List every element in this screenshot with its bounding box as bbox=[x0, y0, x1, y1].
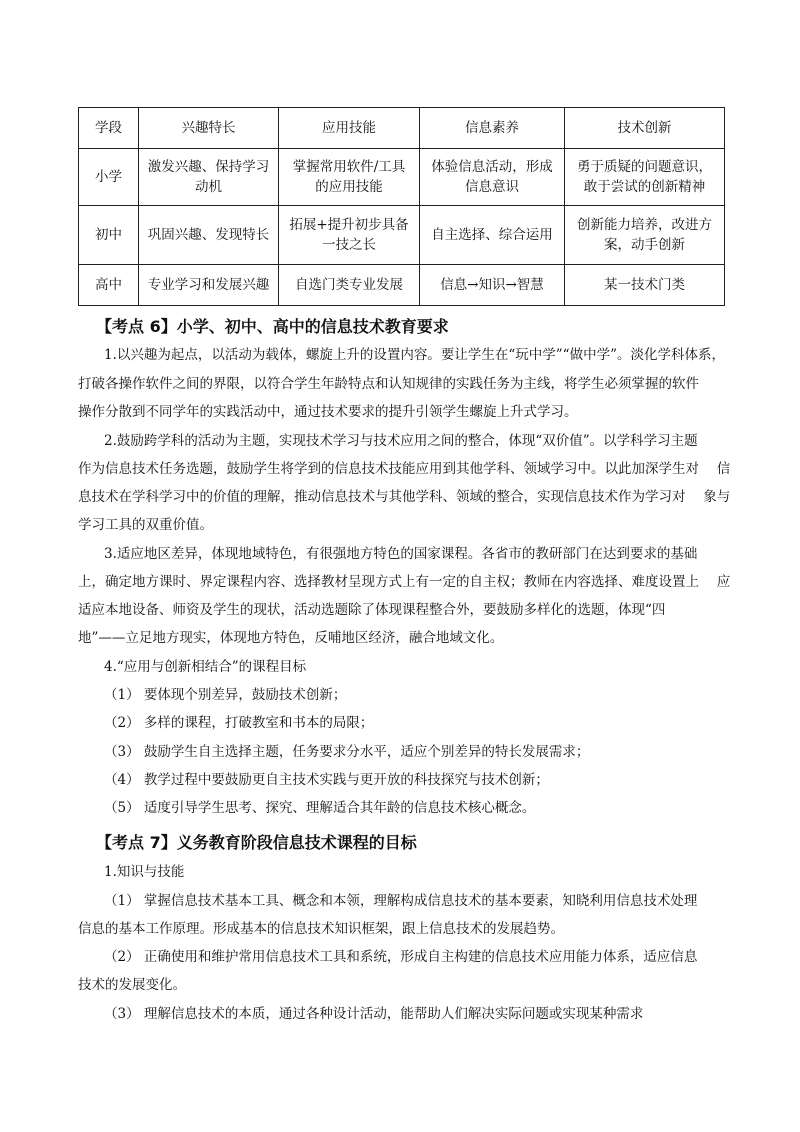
table-cell: 高中 bbox=[79, 265, 139, 306]
table-cell: 掌握常用软件/工具 的应用技能 bbox=[279, 149, 420, 206]
header-cell: 学段 bbox=[79, 108, 139, 149]
body-line: 适应本地设备、师资及学生的现状，活动选题除了体现课程整合外，要鼓励多样化的选题，体现“四 bbox=[78, 602, 666, 618]
body-line: 1.以兴趣为起点，以活动为载体，螺旋上升的设置内容。要让学生在“玩中学”“做中学”。淡化学科体系， bbox=[104, 347, 725, 363]
header-cell: 兴趣特长 bbox=[139, 108, 279, 149]
table-cell: 拓展+提升初步具备 一技之长 bbox=[279, 206, 420, 265]
table-row bbox=[79, 265, 725, 306]
list-item: （1） 要体现个别差异，鼓励技术创新； bbox=[104, 687, 347, 703]
list-item: （3） 鼓励学生自主选择主题，任务要求分水平，适应个别差异的特长发展需求； bbox=[104, 744, 590, 760]
body-line: 上，确定地方课时、界定课程内容、选择教材呈现方式上有一定的自主权；教师在内容选择、难度设置上 应 bbox=[78, 574, 731, 590]
body-line: 4.“应用与创新相结合”的课程目标 bbox=[104, 659, 307, 675]
education-stage-table bbox=[78, 107, 725, 306]
body-line: 息技术在学科学习中的价值的理解，推动信息技术与其他学科、领域的整合，实现信息技术作为学习对 象与 bbox=[78, 489, 731, 505]
body-line: 技术的发展变化。 bbox=[78, 977, 186, 993]
body-line: 1.知识与技能 bbox=[104, 864, 185, 880]
table-cell: 初中 bbox=[79, 206, 139, 265]
body-line: 操作分散到不同学年的实践活动中，通过技术要求的提升引领学生螺旋上升式学习。 bbox=[78, 404, 578, 420]
list-item: （2） 多样的课程，打破教室和书本的局限； bbox=[104, 715, 374, 731]
header-cell: 信息素养 bbox=[420, 108, 565, 149]
table-header-row bbox=[79, 108, 725, 149]
header-cell: 应用技能 bbox=[279, 108, 420, 149]
table-cell: 激发兴趣、保持学习 动机 bbox=[139, 149, 279, 206]
table-cell: 自主选择、综合运用 bbox=[420, 206, 565, 265]
table-row bbox=[79, 149, 725, 206]
table-cell: 巩固兴趣、发现特长 bbox=[139, 206, 279, 265]
table-cell: 自选门类专业发展 bbox=[279, 265, 420, 306]
table-cell: 小学 bbox=[79, 149, 139, 206]
body-line: 2.鼓励跨学科的活动为主题，实现技术学习与技术应用之间的整合，体现“双价值”。以学科学习主题 bbox=[104, 433, 698, 449]
table-cell: 体验信息活动，形成 信息意识 bbox=[420, 149, 565, 206]
body-line: 信息的基本工作原理。形成基本的信息技术知识框架，跟上信息技术的发展趋势。 bbox=[78, 921, 564, 937]
table-row bbox=[79, 206, 725, 265]
table-cell: 勇于质疑的问题意识， 敢于尝试的创新精神 bbox=[565, 149, 725, 206]
body-line: 学习工具的双重价值。 bbox=[78, 517, 213, 533]
list-item: （1） 掌握信息技术基本工具、概念和本领，理解构成信息技术的基本要素，知晓利用信息技术处理 bbox=[104, 893, 698, 909]
body-line: 3.适应地区差异，体现地域特色，有很强地方特色的国家课程。各省市的教研部门在达到要求的基础 bbox=[104, 546, 698, 562]
list-item: （5） 适度引导学生思考、探究、理解适合其年龄的信息技术核心概念。 bbox=[104, 800, 536, 816]
list-item: （4） 教学过程中要鼓励更自主技术实践与更开放的科技探究与技术创新； bbox=[104, 772, 549, 788]
body-line: 作为信息技术任务选题，鼓励学生将学到的信息技术技能应用到其他学科、领域学习中。以此加深学生对 信 bbox=[78, 461, 731, 477]
table-cell: 专业学习和发展兴趣 bbox=[139, 265, 279, 306]
body-line: 地”——立足地方现实，体现地方特色，反哺地区经济，融合地域文化。 bbox=[78, 630, 504, 646]
table-cell: 某一技术门类 bbox=[565, 265, 725, 306]
section-7-heading: 【考点 7】义务教育阶段信息技术课程的目标 bbox=[96, 833, 417, 852]
header-cell: 技术创新 bbox=[565, 108, 725, 149]
section-6-heading: 【考点 6】小学、初中、高中的信息技术教育要求 bbox=[96, 317, 449, 336]
list-item: （3） 理解信息技术的本质，通过各种设计活动，能帮助人们解决实际问题或实现某种需求 bbox=[104, 1006, 644, 1022]
body-line: 打破各操作软件之间的界限，以符合学生年龄特点和认知规律的实践任务为主线，将学生必须掌握的软件 bbox=[78, 376, 699, 392]
table-cell: 创新能力培养，改进方 案，动手创新 bbox=[565, 206, 725, 265]
list-item: （2） 正确使用和维护常用信息技术工具和系统，形成自主构建的信息技术应用能力体系，适应信息 bbox=[104, 949, 698, 965]
table-cell: 信息→知识→智慧 bbox=[420, 265, 565, 306]
